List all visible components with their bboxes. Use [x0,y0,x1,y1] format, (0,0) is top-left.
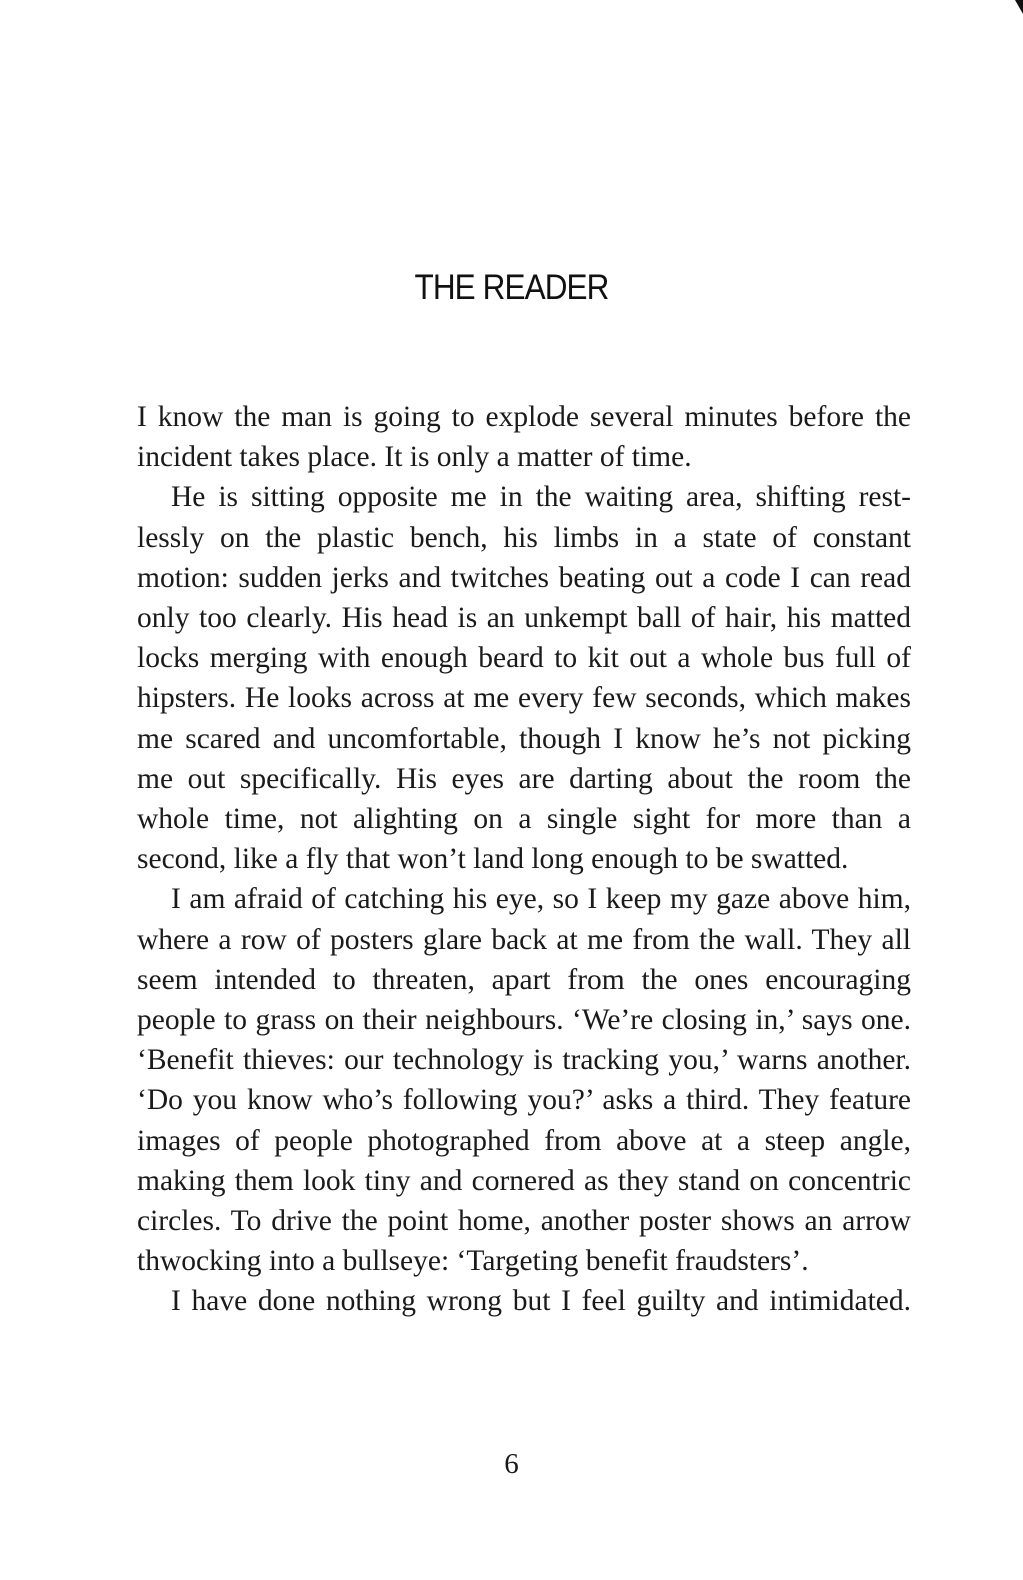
page-number: 6 [504,1448,519,1480]
paragraph-3: I am afraid of catching his eye, so I keep my gaze above him, where a row of posters glare back at me from the wall. They all seem intended to threaten, apart from the ones encouraging people to grass on their neighbours. ‘We’re closing in,’ says one. ‘Benefit thieves: our technology is tracking you,’ warns another. ‘Do you know who’s following you?’ asks a third. They feature images of people photographed from above at a steep angle, making them look tiny and cornered as they stand on concentric circles. To drive the point home, another poster shows an arrow thwocking into a bullseye: ‘Targeting benefit fraudsters’. [137,883,911,1278]
paragraph-1: I know the man is going to explode several minutes before the incident takes place. It is only a matter of time. [137,401,911,474]
chapter-body [137,397,911,1322]
chapter-title: THE READER [414,268,609,307]
paragraph-2: He is sitting opposite me in the waiting area, shifting restlessly on the plastic bench, his limbs in a state of constant motion: sudden jerks and twitches beating out a code I can read only too clearly. His head is an unkempt ball of hair, his matted locks merging with enough beard to kit out a whole bus full of hipsters. He looks across at me every few seconds, which makes me scared and uncomfortable, though I know he’s not picking me out specifically. His eyes are darting about the room the whole time, not alighting on a single sight for more than a second, like a fly that won’t land long enough to be swatted. [137,481,911,876]
paragraph-4: I have done nothing wrong but I feel guilty and intimidated. [171,1285,911,1318]
scan-corner-mark [1015,0,1023,14]
